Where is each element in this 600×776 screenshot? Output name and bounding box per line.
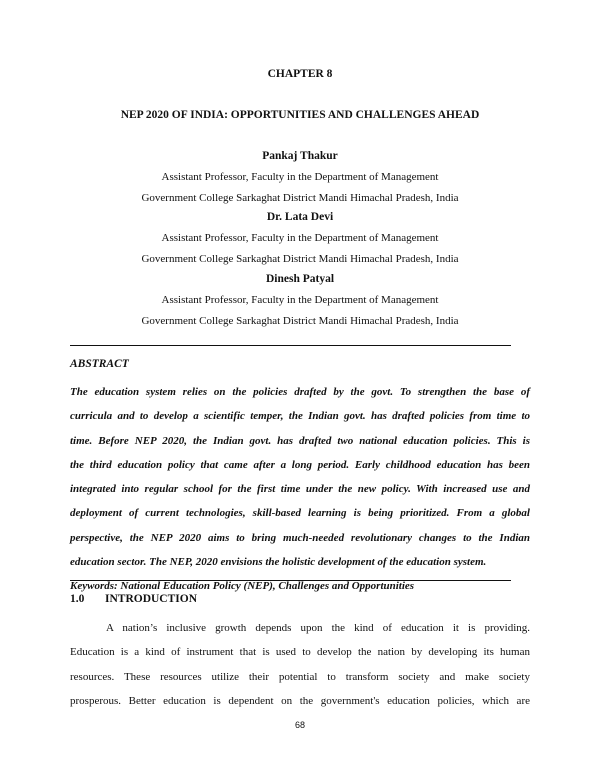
body-line: A nation’s inclusive growth depends upon the kind of education it is providing. [106, 622, 530, 634]
body-line: resources. These resources utilize their potential to transform society and make society [70, 670, 530, 683]
abstract-line: time. Before NEP 2020, the Indian govt. has drafted two national education policies. This is [70, 434, 530, 447]
page-number: 68 [294, 720, 305, 730]
abstract-text [70, 380, 530, 599]
abstract-line: the third education policy that came after a long period. Early childhood education has been [70, 458, 530, 471]
paper-title: NEP 2020 OF INDIA: OPPORTUNITIES AND CHALLENGES AHEAD [120, 109, 480, 121]
section-title: INTRODUCTION [105, 593, 198, 605]
author-institution-2: Government College Sarkaghat District Mandi Himachal Pradesh, India [141, 253, 459, 265]
author-institution-3: Government College Sarkaghat District Mandi Himachal Pradesh, India [141, 315, 459, 327]
abstract-line: education sector. The NEP, 2020 envisions the holistic development of the education system. [70, 556, 487, 569]
abstract-line: The education system relies on the policies drafted by the govt. To strengthen the base of [70, 386, 530, 398]
abstract-line: integrated into regular school for the first time under the new policy. With increased use and [70, 483, 530, 496]
author-name-1: Pankaj Thakur [262, 150, 338, 162]
divider-bottom [70, 580, 511, 581]
abstract-line: deployment of current technologies, skill-based learning is being prioritized. From a global [70, 507, 530, 520]
keywords-line: Keywords: National Education Policy (NEP), Challenges and Opportunities [70, 580, 415, 593]
divider-top [70, 345, 511, 346]
author-name-3: Dinesh Patyal [265, 273, 335, 285]
author-position-2: Assistant Professor, Faculty in the Department of Management [161, 232, 439, 244]
abstract-line: perspective, the NEP 2020 aims to bring much-needed revolutionary changes to the Indian [70, 531, 530, 544]
introduction-text [70, 616, 530, 713]
author-position-3: Assistant Professor, Faculty in the Department of Management [161, 294, 439, 306]
body-line: prosperous. Better education is dependent on the government's education policies, which are [70, 694, 530, 707]
body-line: Education is a kind of instrument that is used to develop the nation by developing its human [70, 646, 530, 659]
author-name-2: Dr. Lata Devi [266, 211, 334, 223]
abstract-line: curricula and to develop a scientific temper, the Indian govt. has drafted policies from time to [70, 410, 530, 423]
abstract-heading: ABSTRACT [70, 358, 129, 370]
chapter-label: CHAPTER 8 [267, 68, 333, 80]
author-position-1: Assistant Professor, Faculty in the Department of Management [161, 171, 439, 183]
author-institution-1: Government College Sarkaghat District Mandi Himachal Pradesh, India [141, 192, 459, 204]
section-number: 1.0 [70, 593, 85, 605]
